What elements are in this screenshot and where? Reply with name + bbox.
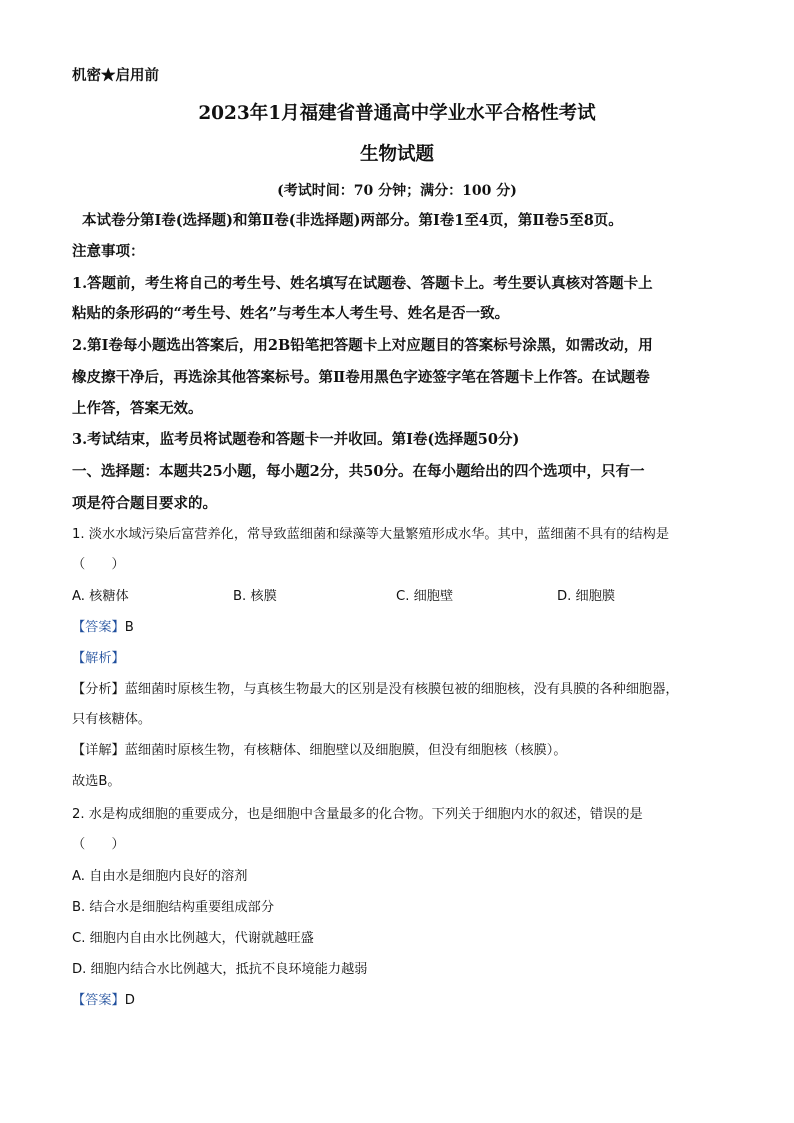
- confidential-label: 机密★启用前: [72, 67, 159, 84]
- time-info: (考试时间：70 分钟；满分：100 分): [277, 183, 517, 199]
- section-heading-line-1: 一、选择题：本题共25小题，每小题2分，共50分。在每小题给出的四个选项中，只有一: [72, 463, 645, 480]
- question-1-option-a: A. 核糖体: [72, 589, 129, 604]
- section-heading-line-2: 项是符合题目要求的。: [72, 495, 217, 512]
- question-2-stem: 2. 水是构成细胞的重要成分，也是细胞中含量最多的化合物。下列关于细胞内水的叙述，错误的是: [72, 807, 643, 822]
- note-2-line-2: 橡皮擦干净后，再选涂其他答案标号。第Ⅱ卷用黑色字迹签字笔在答题卡上作答。在试题卷: [72, 369, 650, 386]
- note-1-line-2: 粘贴的条形码的“考生号、姓名”与考生本人考生号、姓名是否一致。: [72, 305, 510, 322]
- fenxi-tag: 【分析】: [72, 682, 125, 697]
- note-2-line-3: 上作答，答案无效。: [72, 400, 203, 417]
- question-2-bracket: （ ）: [72, 837, 125, 852]
- note-3: 3.考试结束，监考员将试题卷和答题卡一并收回。第Ⅰ卷(选择题50分): [72, 431, 520, 448]
- question-1-conclusion: 故选B。: [72, 774, 121, 789]
- exam-title: 2023年1月福建省普通高中学业水平合格性考试: [198, 103, 596, 124]
- question-2-option-a: A. 自由水是细胞内良好的溶剂: [72, 869, 248, 884]
- answer-tag: 【答案】: [72, 993, 125, 1008]
- question-1-answer: [72, 618, 134, 638]
- note-2-line-1: 2.第Ⅰ卷每小题选出答案后，用2B铅笔把答题卡上对应题目的答案标号涂黑，如需改动，用: [72, 337, 653, 354]
- question-1-option-d: D. 细胞膜: [557, 589, 616, 604]
- question-2-option-d: D. 细胞内结合水比例越大，抵抗不良环境能力越弱: [72, 962, 368, 977]
- note-1-line-1: 1.答题前，考生将自己的考生号、姓名填写在试题卷、答题卡上。考生要认真核对答题卡上: [72, 275, 653, 292]
- xiangjie-text: 蓝细菌时原核生物，有核糖体、细胞壁以及细胞膜，但没有细胞核（核膜）。: [124, 743, 567, 758]
- question-1-option-b: B. 核膜: [233, 589, 277, 604]
- question-2-option-c: C. 细胞内自由水比例越大，代谢就越旺盛: [72, 931, 314, 946]
- subject-title: 生物试题: [359, 144, 434, 165]
- question-2-answer: [72, 991, 135, 1011]
- analysis-fenxi-line-1: [72, 680, 679, 700]
- question-1-stem: 1. 淡水水域污染后富营养化，常导致蓝细菌和绿藻等大量繁殖形成水华。其中，蓝细菌不具有的结构是: [72, 527, 670, 542]
- notes-title: 注意事项：: [72, 243, 145, 260]
- paper-structure: 本试卷分第Ⅰ卷(选择题)和第Ⅱ卷(非选择题)两部分。第Ⅰ卷1至4页，第Ⅱ卷5至8页。: [82, 212, 623, 229]
- question-1-bracket: （ ）: [72, 557, 125, 572]
- question-1-option-c: C. 细胞壁: [396, 589, 454, 604]
- answer-value: B: [124, 620, 134, 635]
- answer-value: D: [124, 993, 135, 1008]
- analysis-tag: 【解析】: [72, 651, 125, 666]
- analysis-xiangjie: [72, 741, 567, 761]
- question-2-option-b: B. 结合水是细胞结构重要组成部分: [72, 900, 275, 915]
- fenxi-text: 蓝细菌时原核生物，与真核生物最大的区别是没有核膜包被的细胞核，没有具膜的各种细胞器，: [124, 682, 679, 697]
- answer-tag: 【答案】: [72, 620, 125, 635]
- xiangjie-tag: 【详解】: [72, 743, 125, 758]
- analysis-fenxi-line-2: 只有核糖体。: [72, 712, 152, 727]
